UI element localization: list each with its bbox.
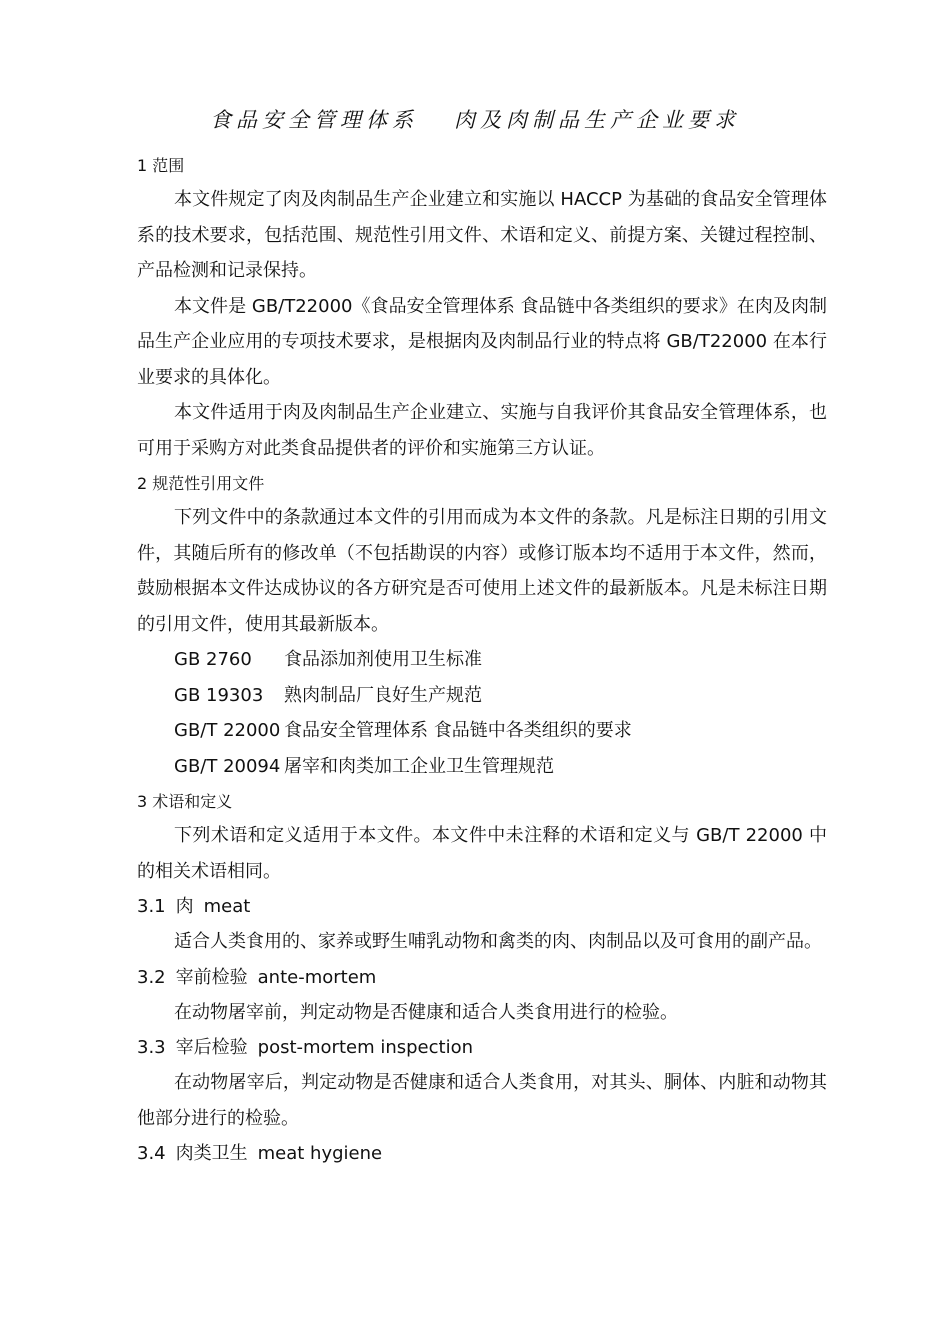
title-right: 肉及肉制品生产企业要求: [454, 108, 740, 132]
section-3-heading: 3 术语和定义: [137, 792, 233, 811]
term-english: meat: [203, 896, 251, 917]
section-2-heading: 2 规范性引用文件: [137, 474, 265, 493]
document-title: [0, 104, 950, 134]
term-definition: 在动物屠宰前，判定动物是否健康和适合人类食用进行的检验。: [174, 1001, 678, 1023]
term-chinese: 肉: [175, 896, 194, 917]
term-number: 3.3: [137, 1037, 166, 1058]
document-body: [137, 150, 827, 1171]
reference-name: 屠宰和肉类加工企业卫生管理规范: [284, 755, 554, 777]
term-definition: 在动物屠宰后，判定动物是否健康和适合人类食用，对其头、胴体、内脏和动物其他部分进行的检验。: [137, 1072, 827, 1129]
section-1-paragraph-3: 本文件适用于肉及肉制品生产企业建立、实施与自我评价其食品安全管理体系，也可用于采购方对此类食品提供者的评价和实施第三方认证。: [137, 402, 827, 459]
term-heading: [137, 1136, 827, 1171]
term-heading: [137, 889, 827, 924]
reference-code: GB/T 22000: [174, 720, 281, 741]
reference-code: GB 19303: [174, 684, 264, 706]
reference-code: GB/T 20094: [174, 755, 281, 777]
section-3-paragraph-1: 下列术语和定义适用于本文件。本文件中未注释的术语和定义与 GB/T 22000 中的相关术语相同。: [137, 825, 827, 882]
term-chinese: 宰前检验: [175, 966, 248, 988]
reference-name: 食品安全管理体系 食品链中各类组织的要求: [284, 720, 632, 741]
term-english: meat hygiene: [257, 1143, 383, 1164]
section-2-paragraph-1: 下列文件中的条款通过本文件的引用而成为本文件的条款。凡是标注日期的引用文件，其随后所有的修改单（不包括勘误的内容）或修订版本均不适用于本文件，然而，鼓励根据本文件达成协议的各方研究是否可使用上述文件的最新版本。凡是未标注日期的引用文件，使用其最新版本。: [137, 507, 827, 635]
term-number: 3.1: [137, 896, 166, 917]
term-heading: [137, 960, 827, 995]
reference-code: GB 2760: [174, 649, 252, 670]
term-english: ante-mortem: [257, 966, 377, 988]
term-english: post-mortem inspection: [257, 1037, 474, 1058]
reference-name: 食品添加剂使用卫生标准: [284, 649, 482, 670]
reference-name: 熟肉制品厂良好生产规范: [284, 684, 482, 706]
term-chinese: 宰后检验: [175, 1037, 248, 1058]
term-chinese: 肉类卫生: [175, 1143, 248, 1164]
title-left: 食品安全管理体系: [210, 108, 418, 132]
reference-item: [137, 713, 827, 749]
reference-item: [137, 642, 827, 678]
term-definition: 适合人类食用的、家养或野生哺乳动物和禽类的肉、肉制品以及可食用的副产品。: [174, 931, 822, 952]
term-number: 3.2: [137, 966, 166, 988]
section-1-paragraph-1: 本文件规定了肉及肉制品生产企业建立和实施以 HACCP 为基础的食品安全管理体系的技术要求，包括范围、规范性引用文件、术语和定义、前提方案、关键过程控制、产品检测和记录保持。: [137, 189, 827, 281]
section-1-heading: 1 范围: [137, 156, 185, 175]
term-heading: [137, 1030, 827, 1065]
term-number: 3.4: [137, 1143, 166, 1164]
reference-item: [137, 749, 827, 785]
section-1-paragraph-2: 本文件是 GB/T22000《食品安全管理体系 食品链中各类组织的要求》在肉及肉制品生产企业应用的专项技术要求，是根据肉及肉制品行业的特点将 GB/T22000 在本行业要求的具体化。: [137, 295, 827, 388]
reference-item: [137, 678, 827, 714]
